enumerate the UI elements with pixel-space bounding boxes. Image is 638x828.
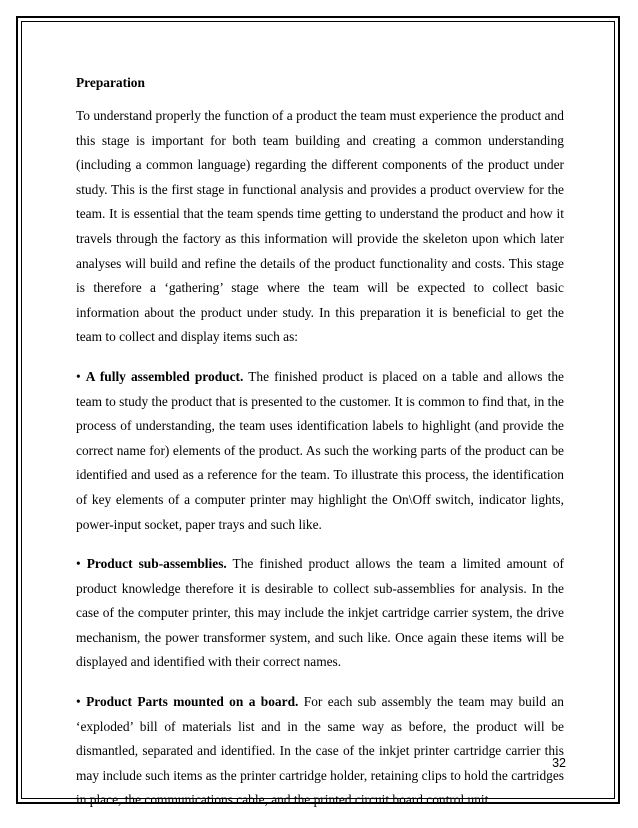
page-number: 32	[552, 756, 566, 770]
bullet-item-sub-assemblies	[76, 552, 564, 675]
bullet-text: The finished product allows the team a limited amount of product knowledge therefore it is desirable to collect sub-assemblies for analysis. In the case of the computer printer, this may include the inkjet cartridge carrier system, the drive mechanism, the power transformer system, and such like. Once again these items will be displayed and identified with their correct names.	[76, 556, 564, 670]
bullet-title: Product sub-assemblies.	[86, 556, 227, 572]
bullet-marker: •	[76, 368, 86, 384]
intro-paragraph: To understand properly the function of a product the team must experience the product and this stage is important for both team building and creating a common understanding (including a common language) regarding the different components of the product under study. This is the first stage in functional analysis and provides a product overview for the team. It is essential that the team spends time getting to understand the product and how it travels through the factory as this information will provide the skeleton upon which later analyses will build and refine the details of the product functionality and costs. This stage is therefore a ‘gathering’ stage where the team will be expected to collect basic information about the product under study. In this preparation it is beneficial to get the team to collect and display items such as:	[76, 108, 564, 345]
bullet-title: A fully assembled product.	[85, 368, 244, 384]
bullet-text: The finished product is placed on a table and allows the team to study the product that is presented to the customer. It is common to find that, in the process of understanding, the team uses identification labels to highlight (and provide the correct name for) elements of the product. As such the working parts of the product can be identified and used as a reference for the team. To illustrate this process, the identification of key elements of a computer printer may highlight the On\Off switch, indicator lights, power-input socket, paper trays and such like.	[76, 368, 564, 532]
bullet-item-parts-board	[76, 690, 564, 813]
page-content	[76, 70, 564, 828]
bullet-item-assembled-product	[76, 365, 564, 537]
bullet-marker: •	[76, 556, 87, 572]
section-heading: Preparation	[76, 75, 145, 90]
bullet-marker: •	[76, 694, 87, 710]
bullet-text: For each sub assembly the team may build an ‘exploded’ bill of materials list and in the same way as before, the product will be dismantled, separated and identified. In the case of the inkjet printer cartridge carrier this may include such items as the printer cartridge holder, retaining clips to hold the cartridges in place, the communications cable, and the printed circuit board control unit.	[76, 694, 564, 808]
bullet-title: Product Parts mounted on a board.	[86, 694, 299, 710]
